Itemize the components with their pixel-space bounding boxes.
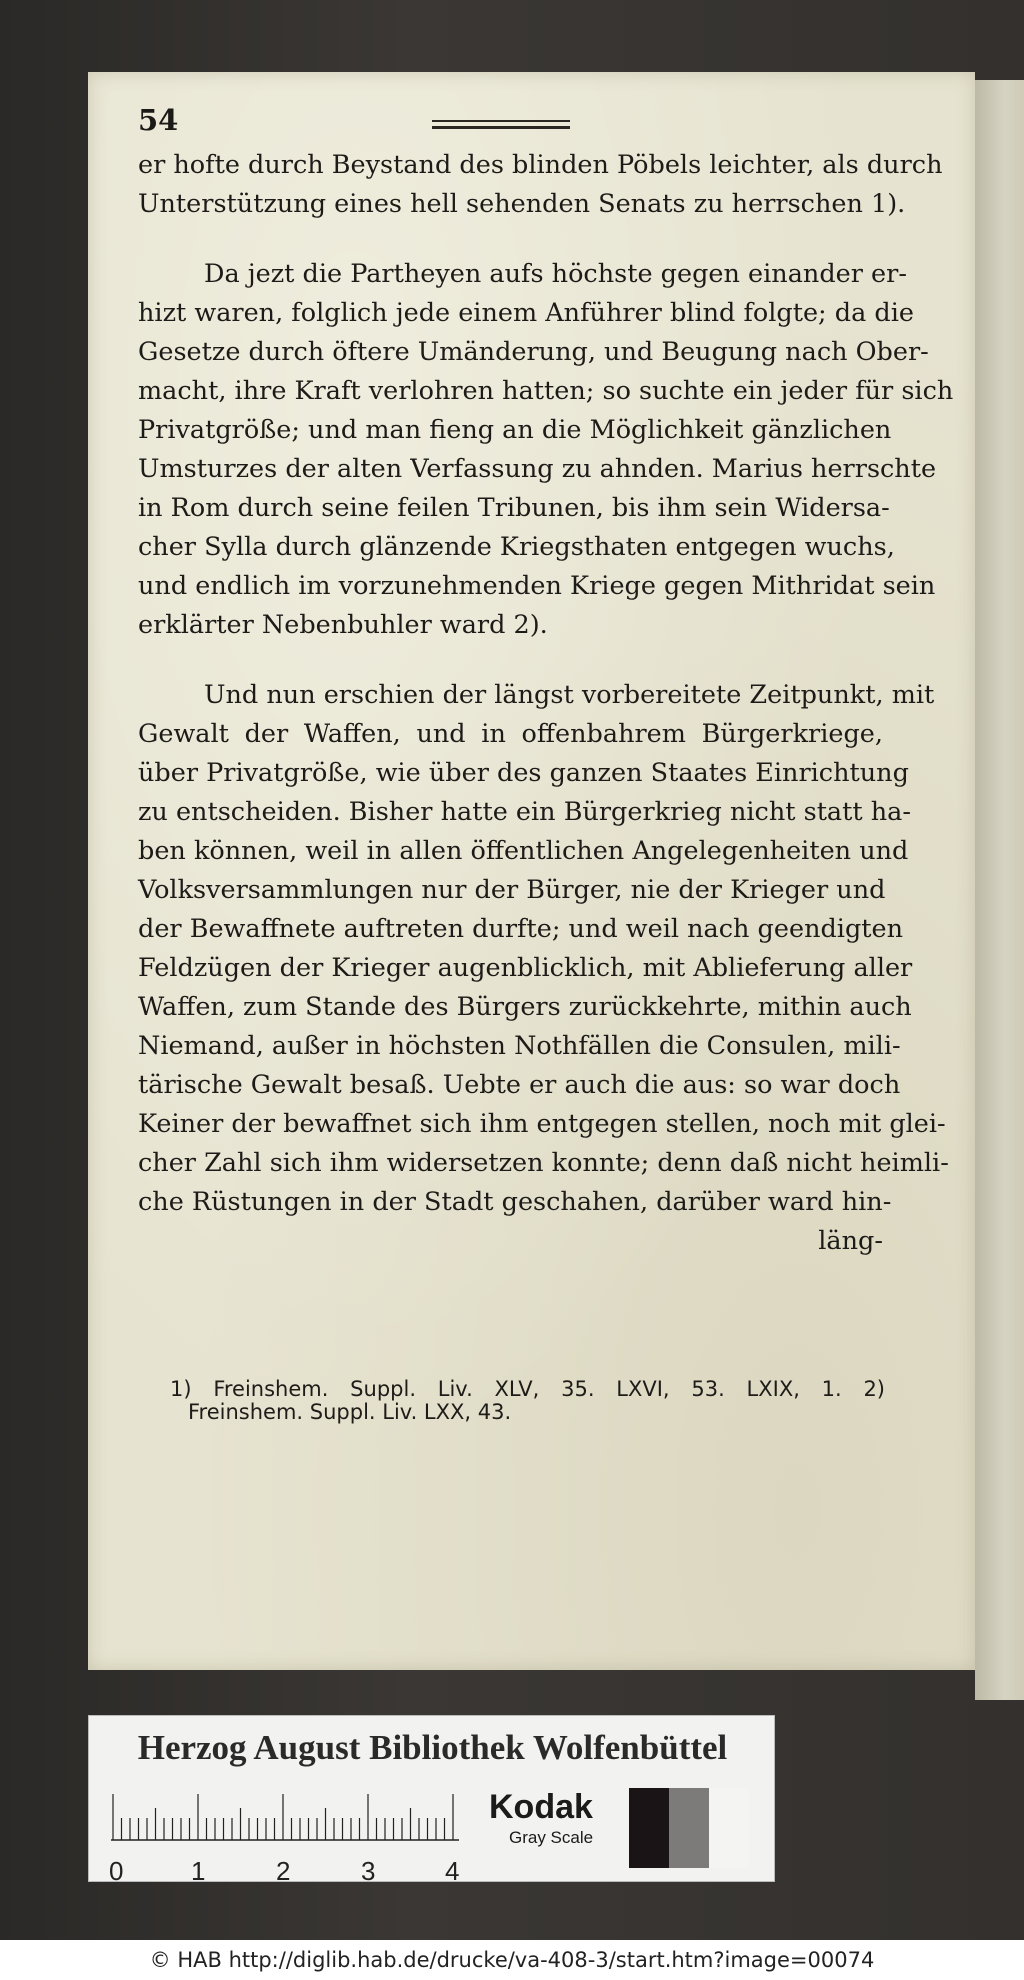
copyright-footer: © HAB http://diglib.hab.de/drucke/va-408-3/start.htm?image=00074 xyxy=(0,1940,1024,1980)
footnotes xyxy=(170,1378,885,1424)
paragraph-gap xyxy=(138,645,883,676)
page-number: 54 xyxy=(138,103,179,137)
swatch-black xyxy=(629,1788,669,1868)
footnote-line: 1) Freinshem. Suppl. Liv. XLV, 35. LXVI, 53. LXIX, 1. 2) xyxy=(170,1377,885,1401)
text-line: Keiner der bewaffnet sich ihm entgegen stellen, noch mit glei- xyxy=(138,1109,946,1139)
ruler-number: 1 xyxy=(191,1856,206,1886)
text-line: Gewalt der Waffen, und in offenbahrem Bürgerkriege, xyxy=(138,719,883,749)
text-line: und endlich im vorzunehmenden Kriege gegen Mithridat sein xyxy=(138,571,936,601)
text-line: Feldzügen der Krieger augenblicklich, mit Ablieferung aller xyxy=(138,953,913,983)
text-line: Und nun erschien der längst vorbereitete Zeitpunkt, mit xyxy=(204,680,935,710)
text-line: Niemand, außer in höchsten Nothfällen die Consulen, mili- xyxy=(138,1031,901,1061)
text-line: macht, ihre Kraft verlohren hatten; so suchte ein jeder für sich xyxy=(138,376,954,406)
body-text xyxy=(138,146,954,1261)
text-line: tärische Gewalt besaß. Uebte er auch die aus: so war doch xyxy=(138,1070,901,1100)
text-line: cher Sylla durch glänzende Kriegsthaten entgegen wuchs, xyxy=(138,532,895,562)
text-line: zu entscheiden. Bisher hatte ein Bürgerkrieg nicht statt ha- xyxy=(138,797,911,827)
swatch-white xyxy=(709,1788,749,1868)
paragraph-gap xyxy=(138,224,883,255)
ruler-number: 3 xyxy=(361,1856,376,1886)
text-line: cher Zahl sich ihm widersetzen konnte; denn daß nicht heimli- xyxy=(138,1148,949,1178)
swatch-gray xyxy=(669,1788,709,1868)
library-name: Herzog August Bibliothek Wolfenbüttel xyxy=(137,1728,728,1767)
text-line: Unterstützung eines hell sehenden Senats zu herrschen 1). xyxy=(138,189,906,219)
header-rule xyxy=(432,120,570,129)
text-line: Volksversammlungen nur der Bürger, nie der Krieger und xyxy=(138,875,886,905)
adjacent-page-edge xyxy=(975,80,1024,1700)
text-line: Waffen, zum Stande des Bürgers zurückkehrte, mithin auch xyxy=(138,992,912,1022)
color-target-card xyxy=(88,1715,775,1886)
text-line: der Bewaffnete auftreten durfte; und weil nach geendigten xyxy=(138,914,904,944)
text-line: erklärter Nebenbuhler ward 2). xyxy=(138,610,548,640)
text-line: über Privatgröße, wie über des ganzen Staates Einrichtung xyxy=(138,758,909,788)
ruler-number: 2 xyxy=(276,1856,291,1886)
text-line: er hofte durch Beystand des blinden Pöbels leichter, als durch xyxy=(138,150,943,180)
text-line: Da jezt die Partheyen aufs höchste gegen einander er- xyxy=(204,259,907,289)
text-line: che Rüstungen in der Stadt geschahen, darüber ward hin- xyxy=(138,1187,892,1217)
text-line: Gesetze durch öftere Umänderung, und Beugung nach Ober- xyxy=(138,337,929,367)
ruler-scale-icon xyxy=(111,1794,459,1842)
text-line: Umsturzes der alten Verfassung zu ahnden. Marius herrschte xyxy=(138,454,937,484)
gray-scale-label: Gray Scale xyxy=(509,1828,594,1847)
text-line: läng- xyxy=(818,1226,883,1256)
text-line: ben können, weil in allen öffentlichen Angelegenheiten und xyxy=(138,836,909,866)
footnote-line: Freinshem. Suppl. Liv. LXX, 43. xyxy=(188,1400,512,1424)
text-line: hizt waren, folglich jede einem Anführer blind folgte; da die xyxy=(138,298,914,328)
kodak-logo: Kodak xyxy=(489,1788,593,1826)
ruler-number: 0 xyxy=(109,1856,124,1886)
ruler-number: 4 xyxy=(445,1856,460,1886)
text-line: in Rom durch seine feilen Tribunen, bis ihm sein Widersa- xyxy=(138,493,890,523)
text-line: Privatgröße; und man fieng an die Möglichkeit gänzlichen xyxy=(138,415,892,445)
